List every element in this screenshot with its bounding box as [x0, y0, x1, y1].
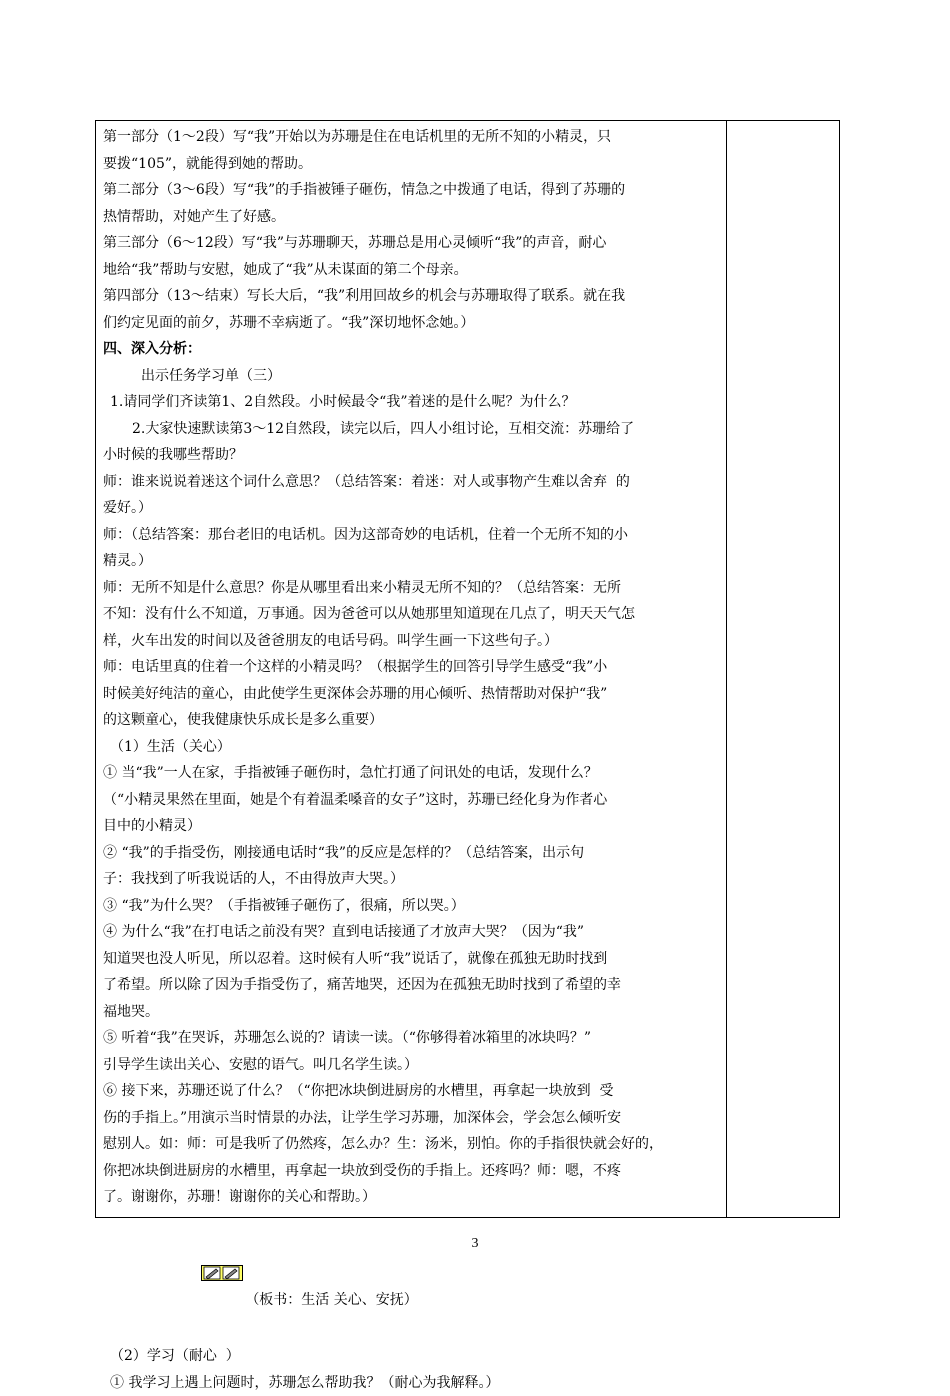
- subsection-2-items: [103, 1370, 721, 1396]
- sub2-line: ① 我学习上遇上问题时，苏珊怎么帮助我？（耐心为我解释。）: [103, 1370, 721, 1396]
- intro-line: 地给“我”帮助与安慰，她成了“我”从未谋面的第二个母亲。: [103, 257, 721, 284]
- sub1-line: 知道哭也没人听见，所以忍着。这时候有人听“我”说话了，就像在孤独无助时找到: [103, 946, 721, 973]
- sub1-line: ① 当“我”一人在家，手指被锤子砸伤时，急忙打通了问讯处的电话，发现什么？: [103, 760, 721, 787]
- dialogue-line: 师：（总结答案：那台老旧的电话机。因为这部奇妙的电话机，住着一个无所不知的小: [103, 522, 721, 549]
- sub1-line: ③ “我”为什么哭？（手指被锤子砸伤了，很痛，所以哭。）: [103, 893, 721, 920]
- sub1-line: ⑥ 接下来，苏珊还说了什么？（“你把冰块倒进厨房的水槽里，再拿起一块放到 受: [103, 1078, 721, 1105]
- sub1-line: ④ 为什么“我”在打电话之前没有哭？直到电话接通了才放声大哭？（因为“我”: [103, 919, 721, 946]
- dialogue-line: 精灵。）: [103, 548, 721, 575]
- intro-line: 第三部分（6～12段）写“我”与苏珊聊天，苏珊总是用心灵倾听“我”的声音，耐心: [103, 230, 721, 257]
- task-title: 出示任务学习单（三）: [103, 363, 721, 390]
- section-summary: [103, 124, 721, 336]
- sub1-line: 了希望。所以除了因为手指受伤了，痛苦地哭，还因为在孤独无助时找到了希望的幸: [103, 972, 721, 999]
- intro-line: 要拨“105”，就能得到她的帮助。: [103, 151, 721, 178]
- intro-line: 们约定见面的前夕，苏珊不幸病逝了。“我”深切地怀念她。）: [103, 310, 721, 337]
- task-question-1: 1.请同学们齐读第1、2自然段。小时候最令“我”着迷的是什么呢？为什么？: [103, 389, 721, 416]
- dialogue-line: 样，火车出发的时间以及爸爸朋友的电话号码。叫学生画一下这些句子。）: [103, 628, 721, 655]
- board-note-row: [103, 1211, 721, 1344]
- sub1-line: 引导学生读出关心、安慰的语气。叫几名学生读。）: [103, 1052, 721, 1079]
- intro-line: 第四部分（13～结束）写长大后，“我”利用回故乡的机会与苏珊取得了联系。就在我: [103, 283, 721, 310]
- sub1-line: （“小精灵果然在里面，她是个有着温柔嗓音的女子”这时，苏珊已经化身为作者心: [103, 787, 721, 814]
- dialogue-line: 师：无所不知是什么意思？你是从哪里看出来小精灵无所不知的？（总结答案：无所: [103, 575, 721, 602]
- sub1-line: 伤的手指上。”用演示当时情景的办法，让学生学习苏珊，加深体会，学会怎么倾听安: [103, 1105, 721, 1132]
- task-question-2-line-2: 小时候的我哪些帮助？: [103, 442, 721, 469]
- sub1-line: ⑤ 听着“我”在哭诉，苏珊怎么说的？请读一读。（“你够得着冰箱里的冰块吗？”: [103, 1025, 721, 1052]
- dialogue-line: 不知：没有什么不知道，万事通。因为爸爸可以从她那里知道现在几点了，明天天气怎: [103, 601, 721, 628]
- intro-line: 热情帮助，对她产生了好感。: [103, 204, 721, 231]
- dialogue-line: 时候美好纯洁的童心，由此使学生更深体会苏珊的用心倾听、热情帮助对保护“我”: [103, 681, 721, 708]
- dialogue-line: 的这颗童心，使我健康快乐成长是多么重要）: [103, 707, 721, 734]
- sub1-line: 你把冰块倒进厨房的水槽里，再拿起一块放到受伤的手指上。还疼吗？师：嗯，不疼: [103, 1158, 721, 1185]
- sub1-line: 福地哭。: [103, 999, 721, 1026]
- section-heading: 四、深入分析：: [103, 336, 721, 363]
- dialogue-line: 师：电话里真的住着一个这样的小精灵吗？（根据学生的回答引导学生感受“我”小: [103, 654, 721, 681]
- teacher-dialogue: [103, 469, 721, 734]
- task-question-2-line-1: 2.大家快速默读第3～12自然段，读完以后，四人小组讨论，互相交流：苏珊给了: [103, 416, 721, 443]
- subsection-1-items: [103, 760, 721, 1211]
- sub1-line: 目中的小精灵）: [103, 813, 721, 840]
- sub1-line: 慰别人。如：师：可是我听了仍然疼，怎么办？生：汤米，别怕。你的手指很快就会好的，: [103, 1131, 721, 1158]
- dialogue-line: 爱好。）: [103, 495, 721, 522]
- sub1-line: 了。谢谢你，苏珊！谢谢你的关心和帮助。）: [103, 1184, 721, 1211]
- sub1-line: ② “我”的手指受伤，刚接通电话时“我”的反应是怎样的？（总结答案，出示句: [103, 840, 721, 867]
- subsection-1-title: （1）生活（关心）: [103, 734, 721, 761]
- subsection-2-title: （2）学习（耐心 ）: [103, 1343, 721, 1370]
- page-number: 3: [0, 1236, 950, 1252]
- sub1-line: 子：我找到了听我说话的人，不由得放声大哭。）: [103, 866, 721, 893]
- intro-line: 第一部分（1～2段）写“我”开始以为苏珊是住在电话机里的无所不知的小精灵，只: [103, 124, 721, 151]
- dialogue-line: 师：谁来说说着迷这个词什么意思？（总结答案：着迷：对人或事物产生难以舍弃 的: [103, 469, 721, 496]
- table-column-divider: [726, 120, 727, 1218]
- board-note: （板书：生活 关心、安抚）: [245, 1292, 417, 1308]
- intro-line: 第二部分（3～6段）写“我”的手指被锤子砸伤，情急之中拨通了电话，得到了苏珊的: [103, 177, 721, 204]
- lesson-content: [103, 124, 721, 1396]
